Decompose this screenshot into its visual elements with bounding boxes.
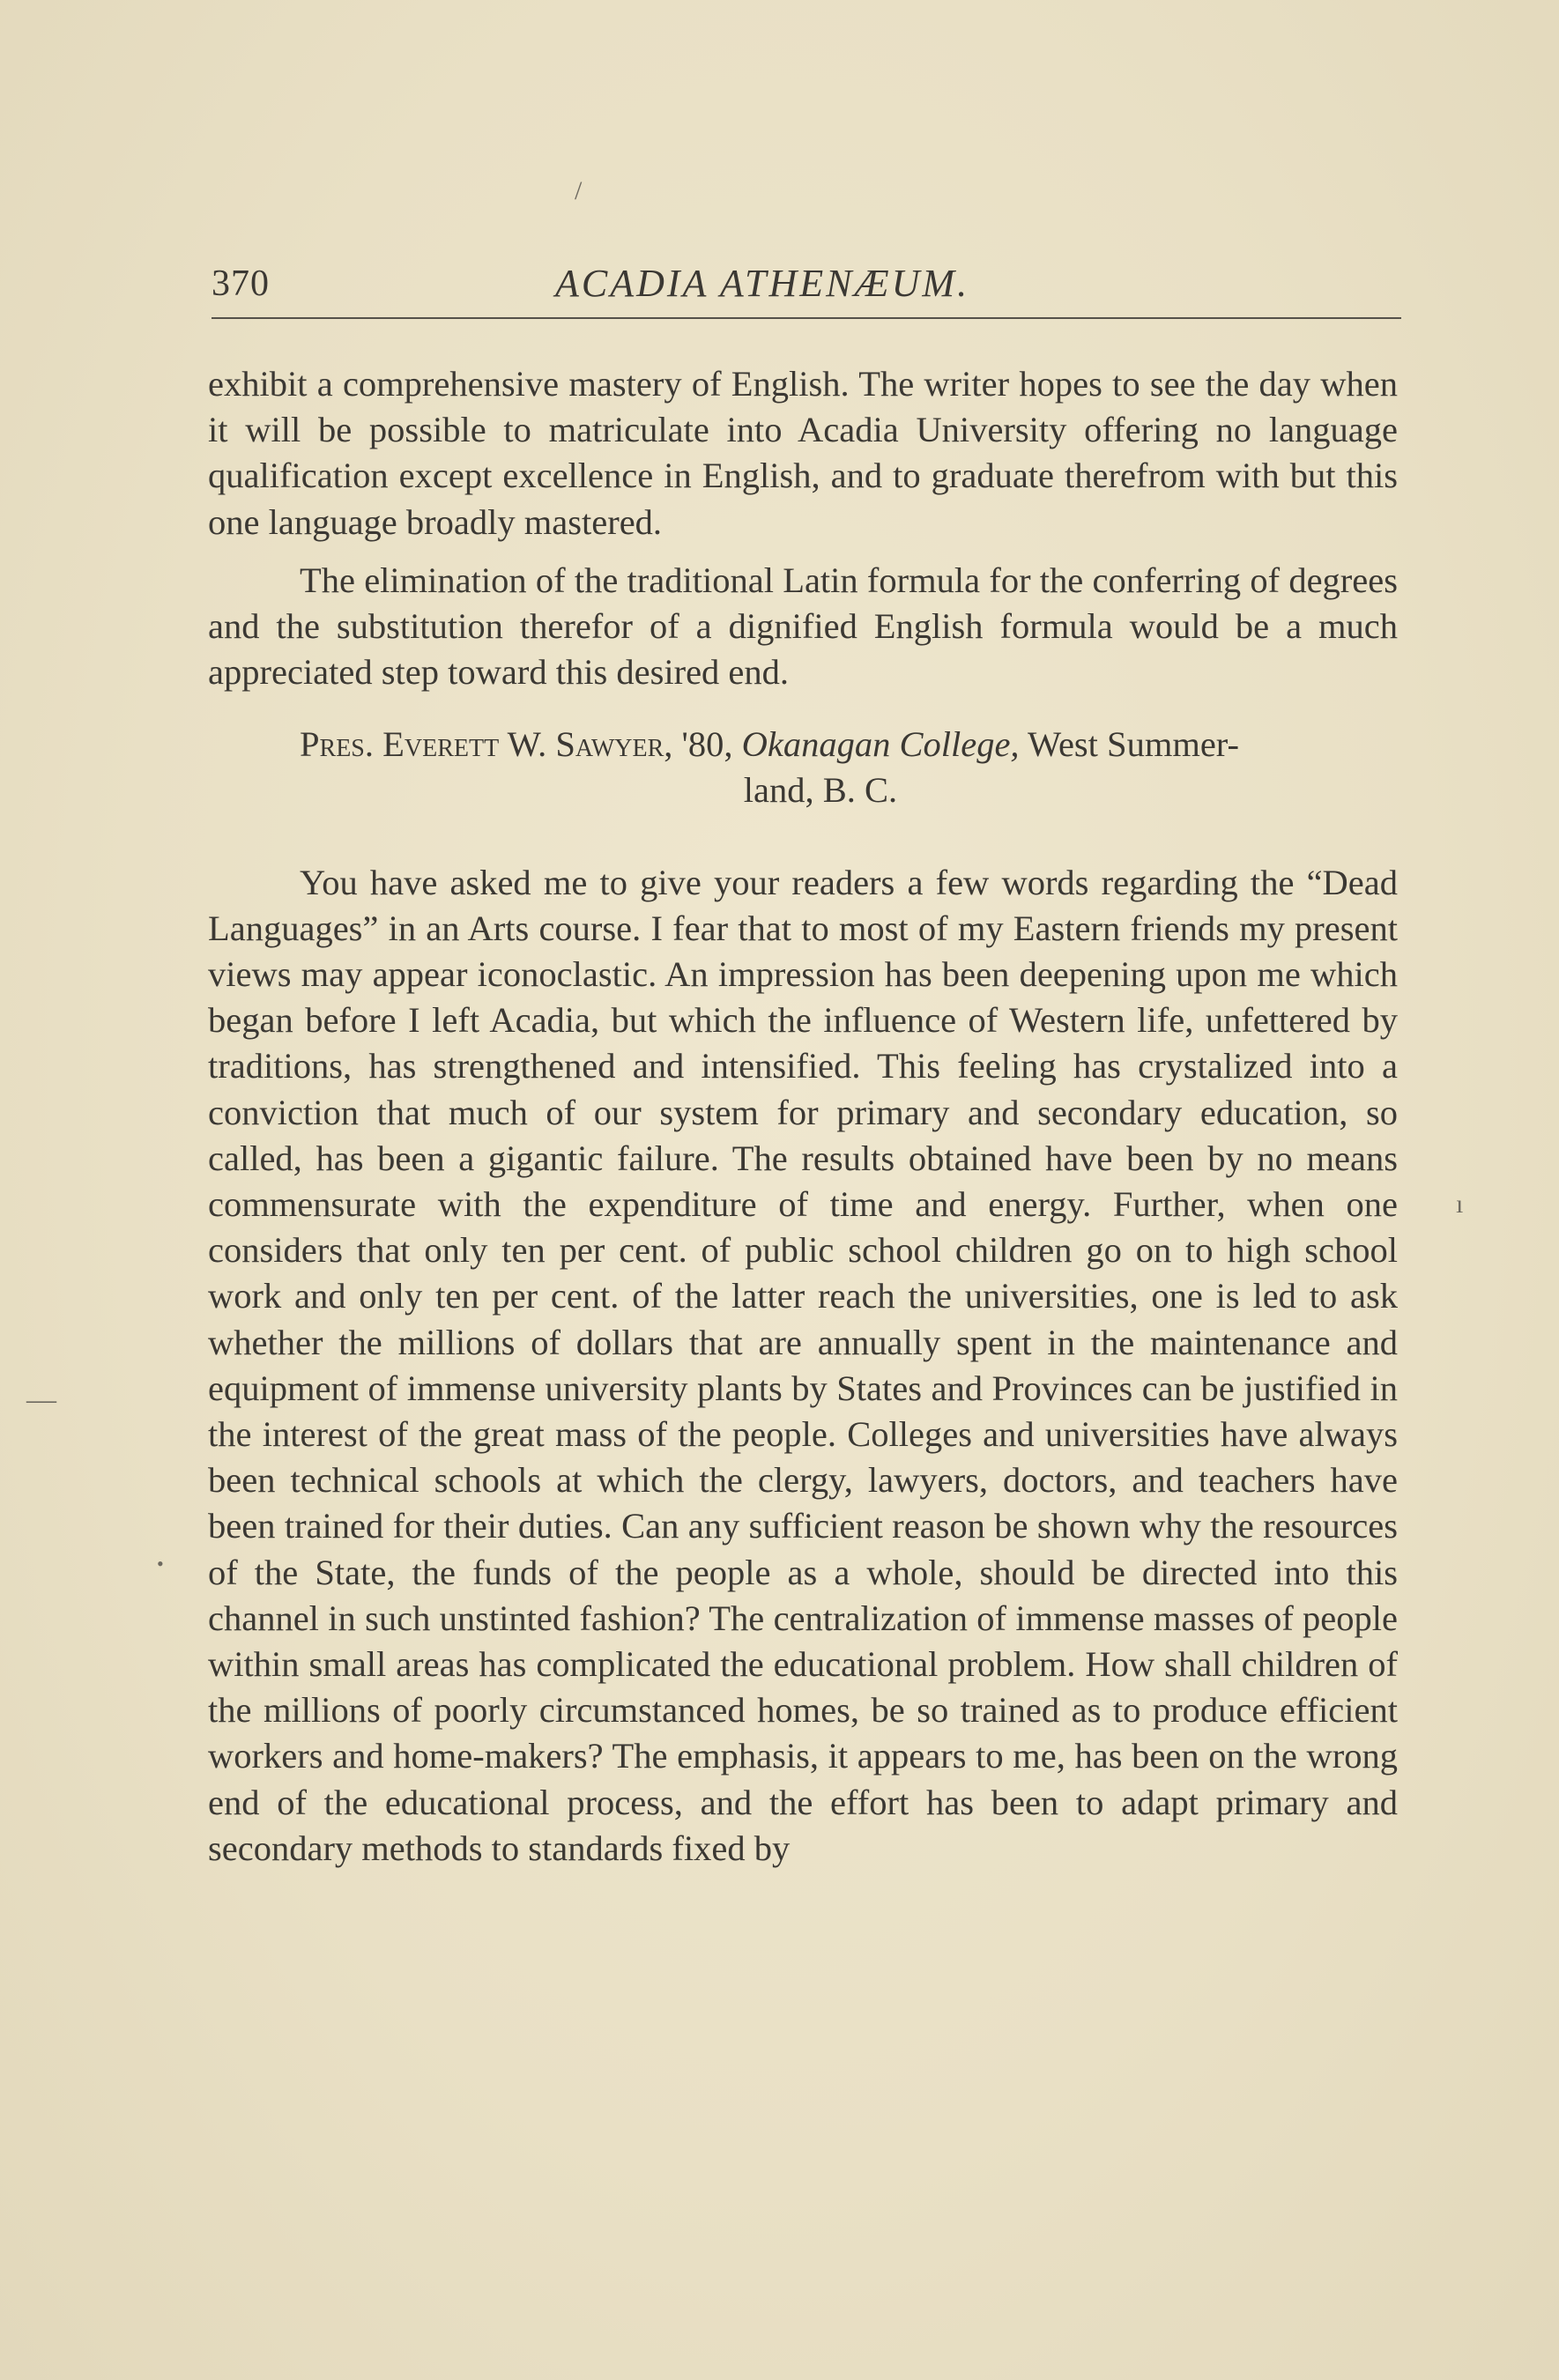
page-number: 370 xyxy=(212,263,270,304)
byline-place-continued: land, B. C. xyxy=(743,770,898,811)
byline-title: Pres. xyxy=(300,724,375,765)
byline-surname: Sawyer xyxy=(555,724,664,765)
paragraph-1: exhibit a comprehensive mastery of English. The writer hopes to see the day when it will be possible to matriculate into Acadia University offering no language qualification except excellence in English, and to graduate therefrom with but this one language broadly mastered. xyxy=(208,364,1398,542)
stray-mark: / xyxy=(575,176,583,205)
paragraph-3: You have asked me to give your readers a few words regarding the “Dead Languages” in an Arts course. I fear that to most of my Eastern friends my present views may appear iconoclastic. An impression has been deepening upon me which began before I left Acadia, but which the influence of Western life, unfettered by traditions, has strengthened and intensified. This feeling has crystalized into a conviction that much of our system for primary and secondary education, so called, has been a gigantic failure. The results obtained have been by no means commensurate with the expenditure of time and energy. Further, when one considers that only ten per cent. of public school children go on to high school work and only ten per cent. of the latter reach the universities, one is led to ask whether the millions of dollars that are annually spent in the maintenance and equipment of immense university plants by States and Provinces can be justified in the interest of the great mass of the people. Colleges and universities have always been technical schools at which the clergy, lawyers, doctors, and teachers have been trained for their duties. Can any sufficient reason be shown why the resources of the State, the funds of the people as a whole, should be directed into this channel in such unstinted fashion? The centralization of immense masses of people within small areas has complicated the educational problem. How shall children of the millions of poorly circumstanced homes, be so trained as to produce efficient workers and home-makers? The emphasis, it appears to me, has been on the wrong end of the educational process, and the effort has been to adapt primary and secondary methods to standards fixed by xyxy=(208,862,1398,1868)
byline-place: West Summer- xyxy=(1019,724,1239,765)
stray-mark: • xyxy=(157,1553,164,1575)
page-header xyxy=(212,256,1401,308)
stray-mark: ı xyxy=(1456,1190,1464,1219)
paragraph-2: The elimination of the traditional Latin formula for the conferring of degrees and the substitution therefor of a dignified English formula would be a much appreciated step toward this desired end. xyxy=(208,560,1398,693)
stray-mark: — xyxy=(26,1383,56,1416)
article-body xyxy=(208,361,1398,1872)
byline-initial: W. xyxy=(499,724,556,765)
byline-institution: Okanagan College, xyxy=(741,724,1020,765)
contributor-byline xyxy=(208,722,1398,767)
byline-first-name: Everett xyxy=(382,724,500,765)
running-title: ACADIA ATHENÆUM. xyxy=(555,262,970,305)
byline-class-year: , '80, xyxy=(664,724,742,765)
header-rule xyxy=(212,317,1401,319)
